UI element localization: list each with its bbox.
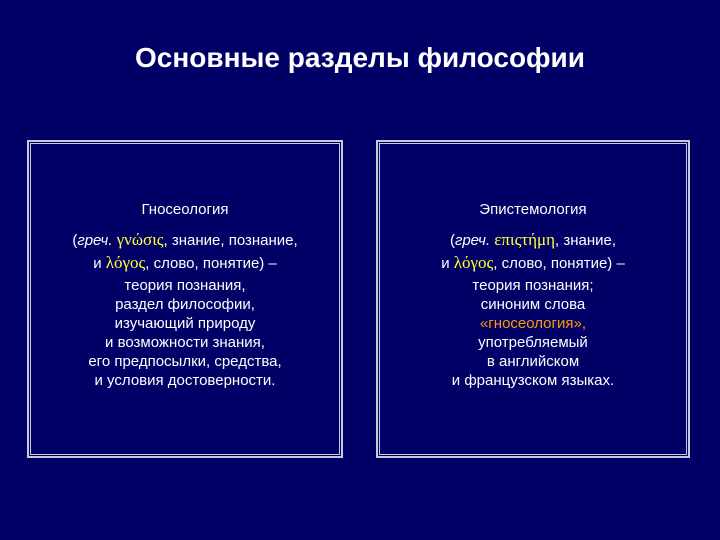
epistemology-def-line: синоним слова bbox=[480, 296, 586, 313]
epistemology-def-line: и французском языках. bbox=[451, 372, 615, 389]
epistemology-etymology-line-2 bbox=[378, 253, 688, 273]
gnoseology-content bbox=[29, 200, 341, 390]
paren-open: ( bbox=[449, 232, 455, 249]
epistemology-def-line: в английском bbox=[486, 353, 580, 370]
epistemology-heading: Эпистемология bbox=[479, 201, 587, 218]
gnoseology-etymology-line-2 bbox=[29, 253, 341, 273]
conjunction: и bbox=[93, 255, 106, 272]
greek-word-gnosis: γνώσις bbox=[116, 230, 164, 249]
epistemology-content bbox=[378, 200, 688, 390]
episteme-meaning: , знание, bbox=[555, 232, 617, 249]
epistemology-synonym-highlight: «гносеология», bbox=[479, 315, 587, 332]
slide-title: Основные разделы философии bbox=[135, 42, 585, 73]
epistemology-def-line: употребляемый bbox=[478, 334, 588, 351]
gnoseology-heading: Гносеология bbox=[141, 201, 229, 218]
gnoseology-def-line: теория познания, bbox=[124, 277, 246, 294]
paren-open: ( bbox=[72, 232, 78, 249]
greek-word-episteme: επιςτήμη bbox=[494, 230, 556, 249]
gnoseology-def-line: раздел философии, bbox=[115, 296, 255, 313]
gnoseology-def-line: его предпосылки, средства, bbox=[88, 353, 282, 370]
greek-word-logos: λόγος bbox=[105, 253, 146, 272]
gnoseology-def-line: и возможности знания, bbox=[105, 334, 265, 351]
epistemology-etymology-line-1 bbox=[378, 230, 688, 250]
logos-meaning: , слово, понятие) – bbox=[145, 255, 277, 272]
epistemology-box bbox=[376, 140, 690, 458]
greek-word-logos: λόγος bbox=[453, 253, 494, 272]
logos-meaning: , слово, понятие) – bbox=[493, 255, 625, 272]
epistemology-def-line: теория познания; bbox=[472, 277, 594, 294]
gnoseology-box bbox=[27, 140, 343, 458]
greek-abbrev: греч. bbox=[454, 232, 491, 249]
gnoseology-def-line: и условия достоверности. bbox=[94, 372, 276, 389]
conjunction: и bbox=[441, 255, 454, 272]
gnosis-meaning: , знание, познание, bbox=[163, 232, 298, 249]
gnoseology-etymology-line-1 bbox=[29, 230, 341, 250]
greek-abbrev: греч. bbox=[77, 232, 113, 249]
gnoseology-def-line: изучающий природу bbox=[114, 315, 256, 332]
